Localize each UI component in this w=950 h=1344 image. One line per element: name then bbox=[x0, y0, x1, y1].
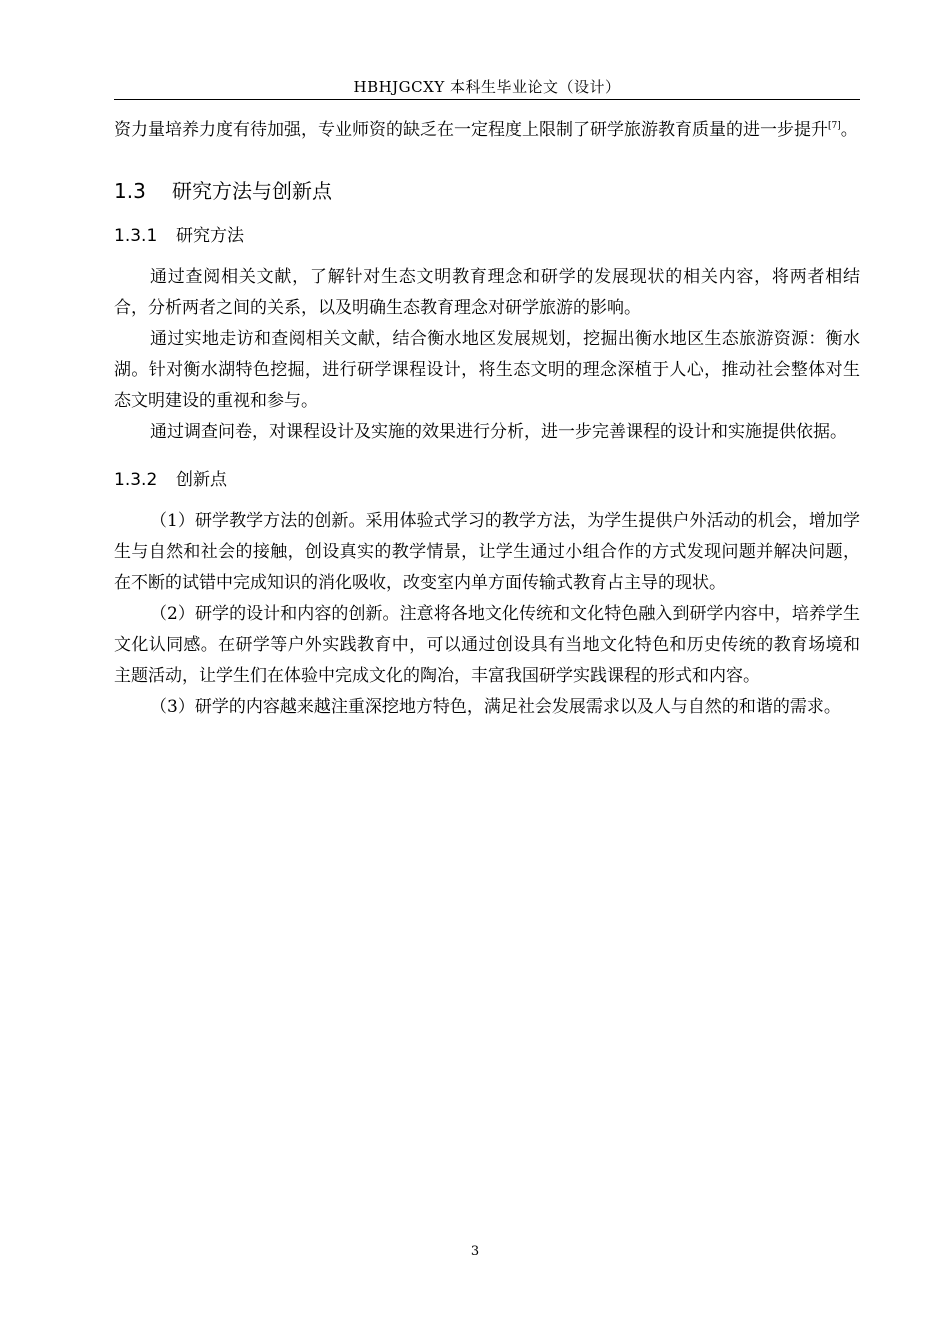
section-number: 1.3 bbox=[114, 179, 146, 203]
subsection-title: 创新点 bbox=[176, 470, 227, 490]
page-number: 3 bbox=[470, 1244, 480, 1259]
subsection-number: 1.3.2 bbox=[114, 470, 158, 490]
intro-paragraph bbox=[114, 115, 860, 146]
subsection-title: 研究方法 bbox=[176, 226, 244, 246]
innovation-paragraph-2: （2）研学的设计和内容的创新。注意将各地文化传统和文化特色融入到研学内容中，培养学生文化认同感。在研学等户外实践教育中，可以通过创设具有当地文化特色和历史传统的教育场境和主题活动，让学生们在体验中完成文化的陶冶，丰富我国研学实践课程的形式和内容。 bbox=[114, 604, 860, 686]
methods-paragraph-1: 通过查阅相关文献，了解针对生态文明教育理念和研学的发展现状的相关内容，将两者相结合，分析两者之间的关系，以及明确生态教育理念对研学旅游的影响。 bbox=[114, 267, 860, 318]
innovation-paragraph-3: （3）研学的内容越来越注重深挖地方特色，满足社会发展需求以及人与自然的和谐的需求。 bbox=[150, 697, 841, 717]
section-title: 研究方法与创新点 bbox=[172, 179, 332, 203]
page-body bbox=[114, 115, 860, 723]
page-header: HBHJGCXY 本科生毕业论文（设计） bbox=[353, 78, 621, 96]
intro-text: 资力量培养力度有待加强，专业师资的缺乏在一定程度上限制了研学旅游教育质量的进一步提升 bbox=[114, 120, 828, 140]
subsection-heading-methods bbox=[114, 222, 860, 250]
methods-paragraph-2: 通过实地走访和查阅相关文献，结合衡水地区发展规划，挖掘出衡水地区生态旅游资源：衡水湖。针对衡水湖特色挖掘，进行研学课程设计，将生态文明的理念深植于人心，推动社会整体对生态文明建设的重视和参与。 bbox=[114, 329, 860, 411]
header-rule bbox=[114, 99, 860, 100]
innovation-paragraph-1: （1）研学教学方法的创新。采用体验式学习的教学方法，为学生提供户外活动的机会，增加学生与自然和社会的接触，创设真实的教学情景，让学生通过小组合作的方式发现问题并解决问题，在不断的试错中完成知识的消化吸收，改变室内单方面传输式教育占主导的现状。 bbox=[114, 511, 860, 593]
intro-ending: 。 bbox=[840, 120, 858, 140]
subsection-heading-innovation bbox=[114, 466, 860, 494]
subsection-number: 1.3.1 bbox=[114, 226, 158, 246]
methods-paragraph-3: 通过调查问卷，对课程设计及实施的效果进行分析，进一步完善课程的设计和实施提供依据。 bbox=[150, 422, 847, 442]
section-heading bbox=[114, 176, 860, 206]
citation: [7] bbox=[828, 121, 841, 131]
